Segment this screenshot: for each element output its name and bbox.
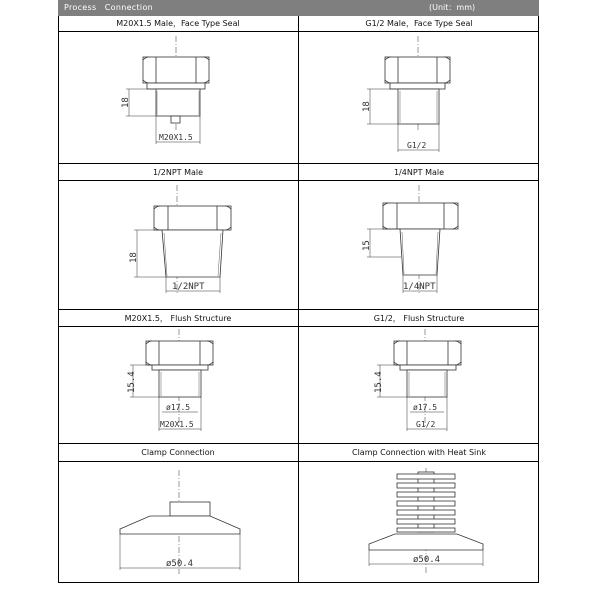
header-title: Process Connection	[64, 3, 154, 12]
dim-diameter: ø17.5	[166, 403, 191, 412]
caption-12npt: 1/2NPT Male	[152, 168, 204, 177]
dim-thread: 1/4NPT	[403, 282, 436, 292]
drawing-m20-flush	[58, 327, 298, 443]
dim-height: 18	[129, 252, 139, 263]
drawing-m20-face	[58, 32, 298, 163]
dim-height: 15.4	[127, 371, 137, 393]
drawing-clamp	[58, 462, 298, 582]
dim-thread: 1/2NPT	[172, 282, 205, 292]
caption-14npt: 1/4NPT Male	[393, 168, 445, 177]
unit-label: (Unit：mm)	[429, 3, 476, 12]
dim-height: 18	[362, 101, 372, 112]
dim-thread: M20X1.5	[160, 420, 194, 429]
caption-g12-face: G1/2 Male，Face Type Seal	[365, 19, 473, 28]
dim-height: 15	[362, 240, 372, 251]
drawing-14npt	[299, 181, 539, 309]
caption-clamp-heatsink: Clamp Connection with Heat Sink	[352, 448, 486, 457]
dim-diameter: ø17.5	[413, 403, 438, 412]
dim-height: 18	[121, 97, 131, 108]
dim-thread: M20X1.5	[159, 133, 193, 142]
caption-clamp: Clamp Connection	[141, 448, 215, 457]
dim-height: 15.4	[374, 371, 384, 393]
dim-thread: G1/2	[416, 420, 436, 429]
dim-thread: G1/2	[407, 141, 427, 150]
drawing-clamp-heatsink	[299, 462, 539, 582]
drawing-12npt	[58, 181, 298, 309]
header-bar	[58, 0, 539, 16]
drawing-g12-face	[299, 32, 539, 163]
caption-m20-flush: M20X1.5， Flush Structure	[124, 314, 232, 323]
dim-diameter: ø50.4	[413, 555, 441, 565]
caption-g12-flush: G1/2， Flush Structure	[373, 314, 465, 323]
caption-m20-face: M20X1.5 Male，Face Type Seal	[116, 19, 240, 28]
drawing-g12-flush	[299, 327, 539, 443]
dim-diameter: ø50.4	[166, 559, 194, 569]
